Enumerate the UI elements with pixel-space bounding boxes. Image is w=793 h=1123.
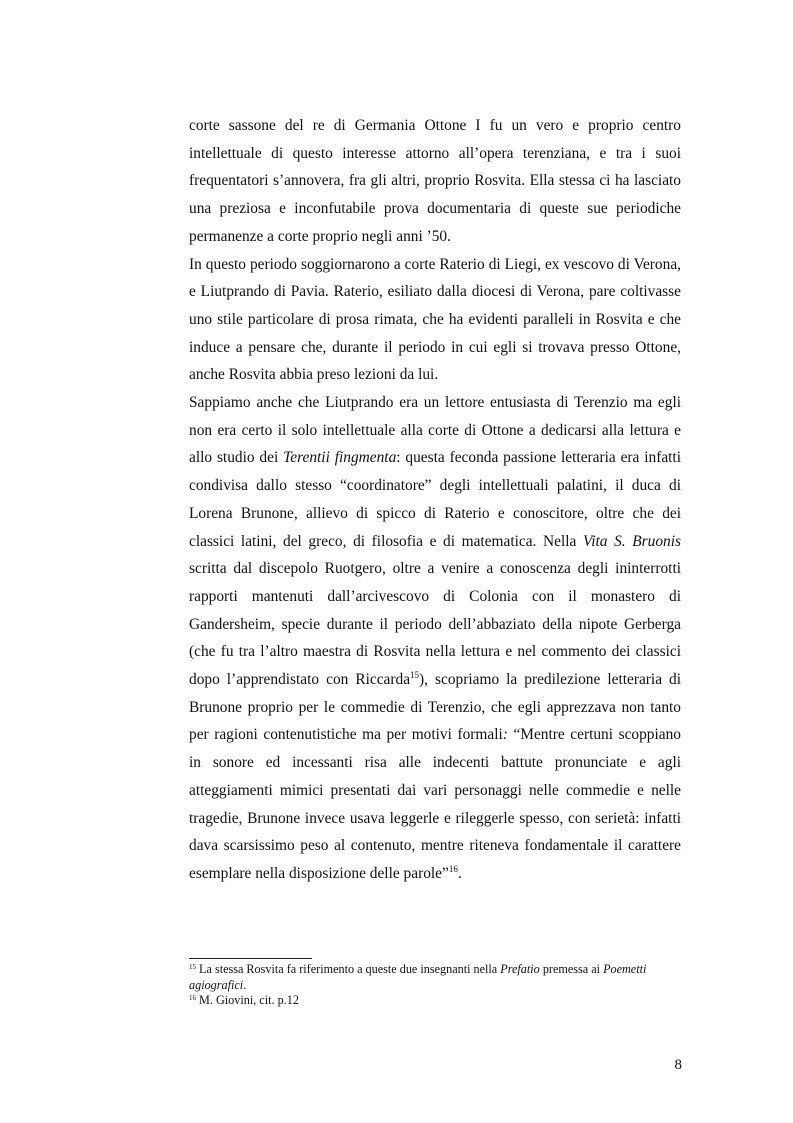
footnotes (189, 962, 681, 1009)
italic-text: Prefatio (500, 962, 540, 976)
footnote-ref: 16 (189, 994, 196, 1002)
italic-text: Vita S. Bruonis (582, 532, 681, 550)
text-run: scritta dal discepolo Ruotgero, oltre a venire a conoscenza degli ininterrotti rapporti mantenuti dall’arcivescovo di Colonia con il monastero di Gandersheim, specie durante il periodo dell’abbaziato della nipote Gerberga (che fu tra l’altro maestra di Rosvita nella lettura e nel commento dei classici dopo l’apprendistato con Riccarda (189, 560, 681, 689)
page-number: 8 (674, 1057, 682, 1073)
text-run: “Mentre certuni scoppiano in sonore ed incessanti risa alle indecenti battute pronunciate e agli atteggiamenti mimici presentati dai vari personaggi nelle commedie e nelle tragedie, Brunone invece usava leggerle e rileggerle spesso, con serietà: infatti dava scarsissimo peso al contenuto, mentre riteneva fondamentale il carattere esemplare nella disposizione delle parole” (189, 726, 681, 882)
text-run: Sappiamo anche che Liutprando era un lettore entusiasta di Terenzio ma egli non era certo il solo intellettuale alla corte di Ottone a dedicarsi alla lettura e allo studio dei (189, 394, 681, 467)
text-run: corte sassone del re di Germania Ottone I fu un vero e proprio centro intellettuale di questo interesse attorno all’opera terenziana, e tra i suoi frequentatori s’annovera, fra gli altri, proprio Rosvita. Ella stessa ci ha lasciato una preziosa e inconfutabile prova documentaria di queste sue periodiche permanenze a corte proprio negli anni ’50. (189, 117, 681, 245)
text-run: : questa feconda passione letteraria era infatti condivisa dallo stesso “coordinatore” degli intellettuali palatini, il duca di Lorena Brunone, allievo di spicco di Raterio e conoscitore, oltre che dei classici latini, del greco, di filosofia e di matematica. Nella (189, 449, 681, 550)
footnote-ref: 15 (189, 963, 196, 971)
text-run: La stessa Rosvita fa riferimento a queste due insegnanti nella (196, 962, 501, 976)
italic-text: Poemetti agiografici (189, 962, 647, 992)
text-run: ), scopriamo la predilezione letteraria di Brunone proprio per le commedie di Terenzio, che egli apprezzava non tanto per ragioni contenutistiche ma per motivi formali (189, 671, 682, 744)
text-run: premessa ai (539, 962, 604, 976)
footnote-15 (189, 962, 681, 993)
italic-text: Terentii fingmenta (283, 449, 397, 467)
paragraph (189, 112, 681, 251)
paragraph (189, 389, 681, 888)
text-run: In questo periodo soggiornarono a corte Raterio di Liegi, ex vescovo di Verona, e Liutprando di Pavia. Raterio, esiliato dalla diocesi di Verona, pare coltivasse uno stile particolare di prosa rimata, che ha evidenti paralleli in Rosvita e che induce a pensare che, durante il periodo in cui egli si trovava presso Ottone, anche Rosvita abbia preso lezioni da lui. (189, 255, 681, 384)
footnote-ref: 15 (410, 670, 420, 681)
footnote-separator (189, 958, 312, 959)
text-run: M. Giovini, cit. p.12 (196, 993, 299, 1007)
text-run: . (457, 864, 462, 882)
body-text (189, 112, 681, 888)
paragraph (189, 251, 681, 390)
text-run: . (243, 977, 247, 992)
footnote-ref: 16 (448, 863, 458, 874)
footnote-16 (189, 993, 681, 1009)
italic-text: : (502, 726, 508, 744)
